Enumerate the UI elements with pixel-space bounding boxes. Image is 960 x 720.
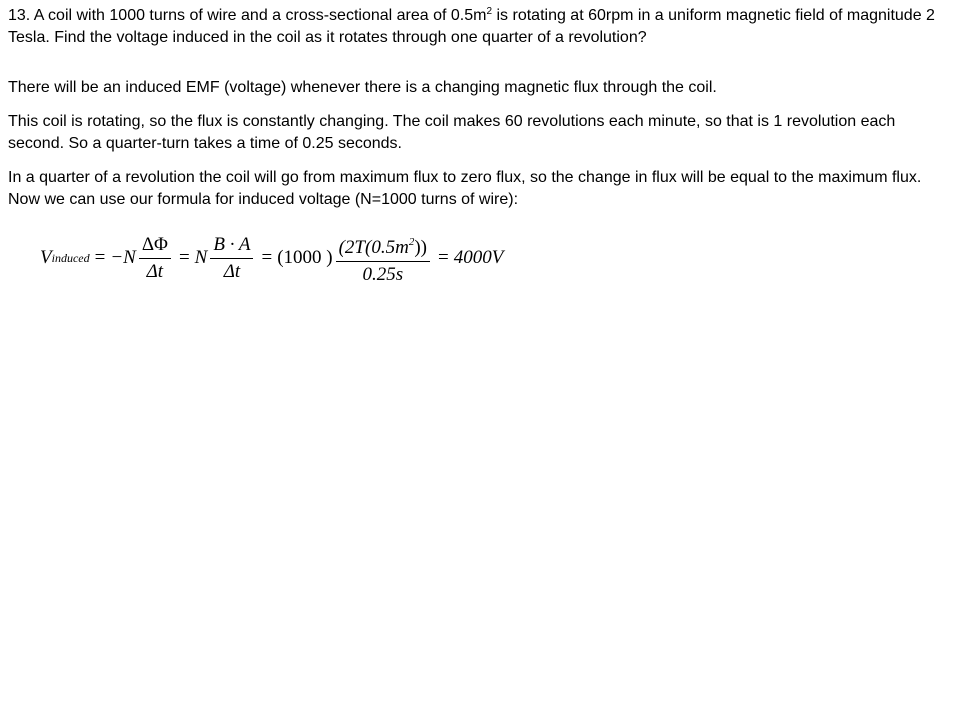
question-text-part1: 13. A coil with 1000 turns of wire and a cross-sectional area of 0.5m — [8, 7, 487, 24]
eq-num-close: )) — [414, 236, 427, 258]
eq-num-area: (0.5m — [365, 236, 409, 258]
emf-paragraph: There will be an induced EMF (voltage) whenever there is a changing magnetic flux through the coil. — [8, 79, 717, 96]
eq-voltage-subscript: induced — [51, 250, 90, 265]
eq-negative-n: −N — [110, 247, 136, 268]
eq-n: N — [194, 247, 208, 268]
eq-equals-4: = — [437, 247, 449, 268]
eq-equals-3: = — [261, 247, 273, 268]
eq-fraction-ba-denominator: Δt — [223, 260, 241, 282]
question-text — [8, 5, 948, 49]
eq-fraction-numeric-numerator — [336, 231, 430, 262]
eq-equals-2: = — [178, 247, 190, 268]
eq-fraction-ba-numerator: B · A — [210, 234, 253, 259]
eq-fraction-ba — [210, 234, 253, 283]
eq-fraction-numeric-denominator: 0.25s — [362, 263, 404, 285]
eq-voltage-symbol: V — [40, 247, 52, 268]
eq-fraction-flux-denominator: Δt — [146, 260, 164, 282]
eq-fraction-numeric — [336, 231, 430, 286]
eq-fraction-flux — [139, 234, 171, 283]
induced-voltage-equation — [40, 228, 503, 288]
eq-turns: (1000 ) — [277, 247, 333, 268]
eq-equals-1: = — [94, 247, 106, 268]
eq-num-area-squared: 2 — [408, 235, 415, 248]
eq-num-field: (2T — [338, 236, 365, 258]
quarter-turn-paragraph: In a quarter of a revolution the coil will go from maximum flux to zero flux, so the change in flux will be equal to the maximum flux. Now we can use our formula for induced voltage (N=1000 turns of wire): — [8, 169, 922, 208]
question-text-part2: is rotating at 60rpm in a uniform magnetic field of magnitude 2 Tesla. Find the voltage induced in the coil as it rotates through one quarter of a revolution? — [8, 7, 935, 46]
area-superscript: 2 — [486, 6, 493, 17]
rotation-paragraph: This coil is rotating, so the flux is constantly changing. The coil makes 60 revolutions each minute, so that is 1 revolution each second. So a quarter-turn takes a time of 0.25 seconds. — [8, 113, 896, 152]
eq-fraction-flux-numerator: ΔΦ — [139, 234, 171, 259]
eq-result: 4000V — [453, 247, 504, 268]
